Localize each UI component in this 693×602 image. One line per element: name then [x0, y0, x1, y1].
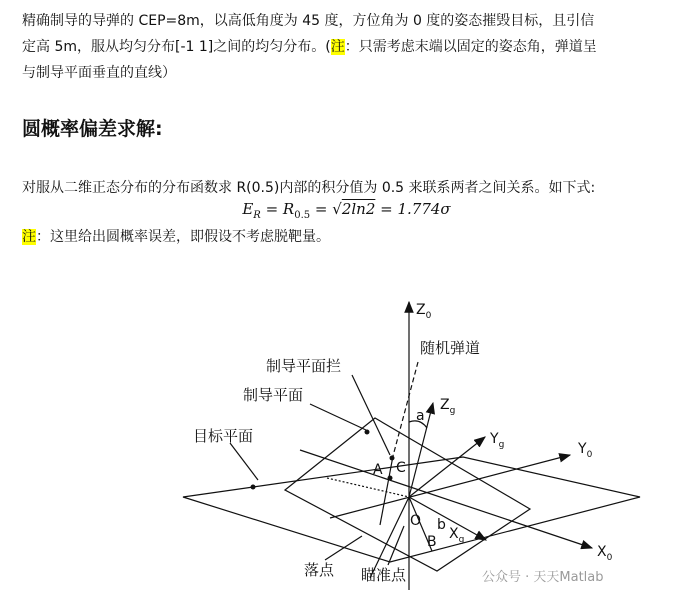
y0-label: $Y_0$ [578, 441, 593, 460]
guidance-plane-dot [365, 430, 370, 435]
point-a-label: A [373, 462, 383, 478]
target-plane-dot [251, 485, 256, 490]
point-c-dot [390, 456, 395, 461]
xg-label: $X_g$ [449, 526, 465, 545]
angle-a-label: a [416, 408, 425, 424]
random-trajectory-line [393, 362, 418, 456]
point-c-label: C [396, 460, 406, 476]
guidance-plane-label: 制导平面 [243, 386, 304, 404]
point-o-label: O [410, 513, 422, 529]
section-heading: 圆概率偏差求解: [22, 118, 163, 140]
intro-line-2-start: 定高 5m，服从均匀分布[-1 1]之间的均匀分布。( [22, 39, 331, 55]
target-plane-label: 目标平面 [193, 427, 254, 445]
note-label: 注 [330, 39, 345, 55]
guidance-bar-line [352, 375, 390, 455]
oa-line [327, 478, 409, 497]
intro-line-3: 与制导平面垂直的直线） [22, 65, 176, 81]
yg-axis [409, 437, 485, 497]
intro-line-1: 精确制导的导弹的 CEP=8m，以高低角度为 45 度，方位角为 0 度的姿态摧毁目标，且引信 [22, 13, 595, 29]
guidance-plane-bar-label: 制导平面拦 [266, 357, 342, 375]
x0-label: $X_0$ [597, 544, 613, 563]
point-bb-label: B [427, 534, 437, 550]
note-2-label: 注 [22, 229, 36, 245]
aim-point-label: 瞄准点 [361, 566, 407, 584]
cep-formula: $E_R = R_{0.5} = √2\ln 2 = 1.774\sigma$ [242, 200, 451, 221]
yg-label: $Y_g$ [490, 431, 505, 450]
zg-label: $Z_g$ [440, 397, 456, 416]
target-plane [183, 457, 640, 562]
body-line: 对服从二维正态分布的分布函数求 R(0.5)内部的积分值为 0.5 来联系两者之间关系。如下式: [22, 180, 596, 196]
point-a-dot [388, 476, 393, 481]
impact-point-label: 落点 [304, 561, 335, 579]
x0-axis [300, 450, 592, 548]
random-trajectory-label: 随机弹道 [420, 339, 481, 357]
intro-line-2-end: ：只需考虑末端以固定的姿态角，弹道呈 [344, 39, 597, 55]
watermark: 公众号 · 天天Matlab [482, 570, 604, 585]
point-b-label: b [437, 517, 446, 533]
note-2-text: ：这里给出圆概率误差，即假设不考虑脱靶量。 [36, 229, 330, 245]
z0-label: $Z_0$ [416, 302, 432, 321]
